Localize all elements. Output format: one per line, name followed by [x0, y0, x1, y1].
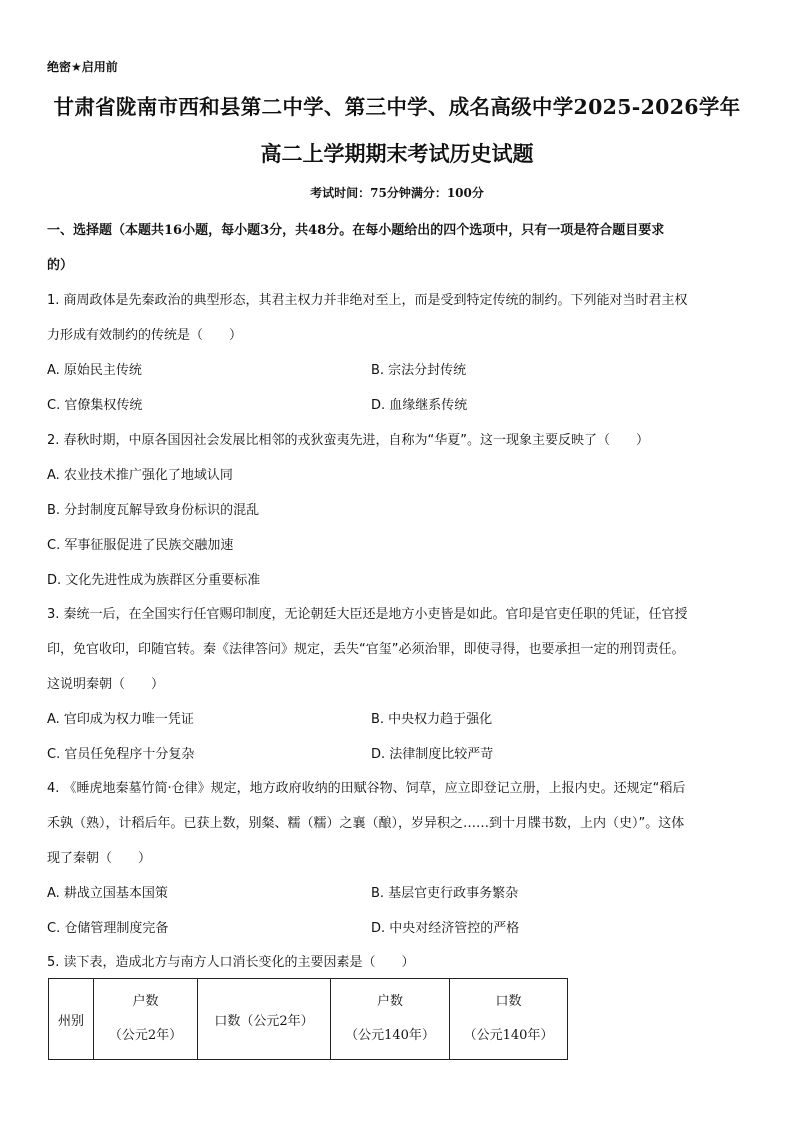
table-header-zhoubie: 州别: [57, 1013, 84, 1029]
question-2-option-a: A. 农业技术推广强化了地域认同: [47, 468, 233, 483]
question-3-stem-line3: 这说明秦朝（ ）: [47, 677, 165, 692]
question-1-option-d: D. 血缘继系传统: [371, 398, 468, 413]
question-3-option-c: C. 官员任免程序十分复杂: [47, 747, 195, 762]
question-1-stem-line2: 力形成有效制约的传统是（ ）: [47, 328, 243, 343]
question-4-option-a: A. 耕战立国基本国策: [47, 886, 168, 901]
question-3-stem-line1: 3. 秦统一后，在全国实行任官赐印制度，无论朝廷大臣还是地方小吏皆是如此。官印是官吏任职的凭证，任官授: [47, 607, 688, 622]
table-header-cell: [49, 979, 94, 1060]
exam-title-line1: 甘肃省陇南市西和县第二中学、第三中学、成名高级中学2025-2026学年: [53, 95, 741, 119]
table-header-row: [49, 979, 568, 1060]
question-2-option-c: C. 军事征服促进了民族交融加速: [47, 538, 234, 553]
question-4-option-d: D. 中央对经济管控的严格: [371, 921, 520, 936]
section-heading-line1: 一、选择题（本题共16小题，每小题3分，共48分。在每小题给出的四个选项中，只有一项是符合题目要求: [47, 223, 665, 238]
question-4-stem-line1: 4. 《睡虎地秦墓竹简·仓律》规定，地方政府收纳的田赋谷物、饲草，应立即登记立册，上报内史。还规定“稻后: [47, 781, 686, 796]
exam-title-line2: 高二上学期期末考试历史试题: [260, 141, 534, 166]
section-heading-line2: 的）: [47, 258, 74, 273]
table-header-hushu-140: 户数: [376, 994, 403, 1009]
question-4-option-b: B. 基层官吏行政事务繁杂: [371, 886, 519, 901]
question-3-option-b: B. 中央权力趋于强化: [371, 712, 493, 727]
confidential-label: 绝密★启用前: [47, 60, 118, 74]
table-header-cell: [331, 979, 450, 1060]
question-3-option-a: A. 官印成为权力唯一凭证: [47, 712, 194, 727]
question-1-option-c: C. 官僚集权传统: [47, 398, 143, 413]
exam-meta: 考试时间：75分钟满分：100分: [310, 186, 484, 200]
question-1-stem-line1: 1. 商周政体是先秦政治的典型形态，其君主权力并非绝对至上，而是受到特定传统的制约。下列能对当时君主权: [47, 293, 688, 308]
question-1-option-a: A. 原始民主传统: [47, 363, 142, 378]
population-table: [48, 978, 568, 1060]
question-3-stem-line2: 印，免官收印，印随官转。秦《法律答问》规定，丢失“官玺”必须治罪，即使寻得，也要承担一定的刑罚责任。: [47, 642, 685, 657]
question-2-option-b: B. 分封制度瓦解导致身份标识的混乱: [47, 503, 260, 518]
table-header-cell: [450, 979, 568, 1060]
question-4-option-c: C. 仓储管理制度完备: [47, 921, 169, 936]
question-4-stem-line2: 禾孰（熟），计稻后年。已获上数，别粲、糯（糯）之襄（酿），岁异积之……到十月牒书数，上内（史）”。这体: [47, 816, 685, 831]
question-5-stem-line1: 5. 读下表，造成北方与南方人口消长变化的主要因素是（ ）: [47, 955, 415, 970]
table-header-hushu-2: 户数: [132, 994, 159, 1009]
table-header-cell: [198, 979, 331, 1060]
table-header-hushu-140-year: （公元140年）: [345, 1028, 435, 1043]
table-header-koushu-140: 口数: [495, 994, 522, 1009]
table-header-cell: [94, 979, 198, 1060]
question-2-option-d: D. 文化先进性成为族群区分重要标准: [47, 573, 261, 588]
question-4-stem-line3: 现了秦朝（ ）: [47, 851, 152, 866]
table-header-koushu-2: 口数（公元2年）: [214, 1013, 314, 1029]
question-3-option-d: D. 法律制度比较严苛: [371, 747, 494, 762]
table-header-koushu-140-year: （公元140年）: [463, 1028, 554, 1043]
table-header-hushu-2-year: （公元2年）: [108, 1028, 183, 1043]
question-1-option-b: B. 宗法分封传统: [371, 363, 467, 378]
question-2-stem-line1: 2. 春秋时期，中原各国因社会发展比相邻的戎狄蛮夷先进，自称为“华夏”。这一现象主要反映了（ ）: [47, 433, 650, 448]
